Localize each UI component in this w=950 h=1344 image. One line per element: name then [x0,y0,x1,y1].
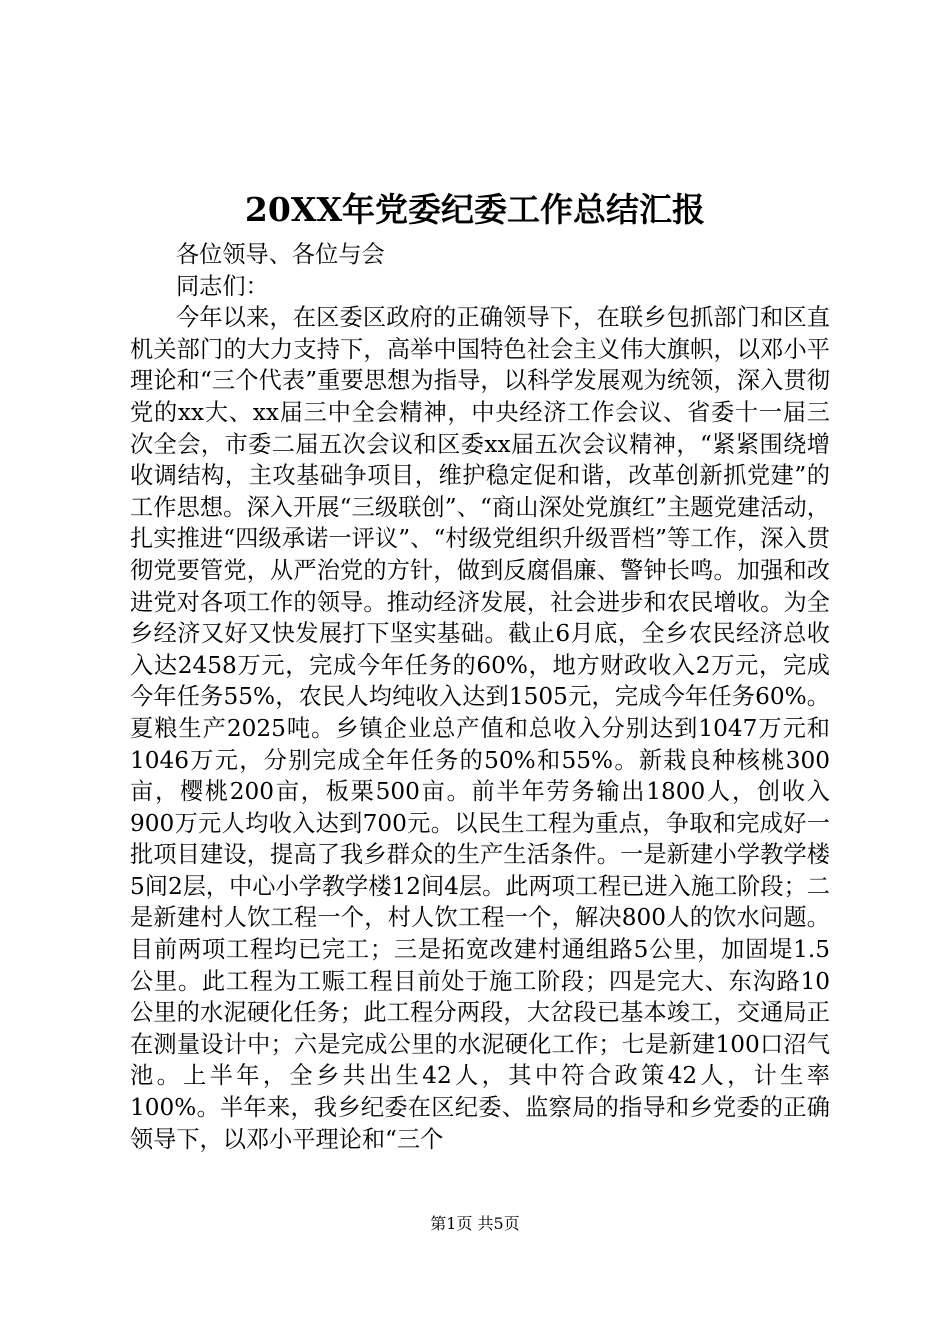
document-body [130,239,830,1155]
body-paragraph: 今年以来，在区委区政府的正确领导下，在联乡包抓部门和区直机关部门的大力支持下，高举中国特色社会主义伟大旗帜，以邓小平理论和“三个代表”重要思想为指导，以科学发展观为统领，深入贯彻党的xx大、xx届三中全会精神，中央经济工作会议、省委十一届三次全会，市委二届五次会议和区委xx届五次会议精神，“紧紧围绕增收调结构，主攻基础争项目，维护稳定促和谐，改革创新抓党建”的工作思想。深入开展“三级联创”、“商山深处党旗红”主题党建活动，扎实推进“四级承诺一评议”、“村级党组织升级晋档”等工作，深入贯彻党要管党，从严治党的方针，做到反腐倡廉、警钟长鸣。加强和改进党对各项工作的领导。推动经济发展，社会进步和农民增收。为全乡经济又好又快发展打下坚实基础。截止6月底，全乡农民经济总收入达2458万元，完成今年任务的60%，地方财政收入2万元，完成今年任务55%，农民人均纯收入达到1505元，完成今年任务60%。夏粮生产2025吨。乡镇企业总产值和总收入分别达到1047万元和1046万元，分别完成全年任务的50%和55%。新栽良种核桃300亩，樱桃200亩，板栗500亩。前半年劳务输出1800人，创收入900万元人均收入达到700元。以民生工程为重点，争取和完成好一批项目建设，提高了我乡群众的生产生活条件。一是新建小学教学楼5间2层，中心小学教学楼12间4层。此两项工程已进入施工阶段；二是新建村人饮工程一个，村人饮工程一个，解决800人的饮水问题。目前两项工程均已完工；三是拓宽改建村通组路5公里，加固堤1.5公里。此工程为工赈工程目前处于施工阶段；四是完大、东沟路10公里的水泥硬化任务；此工程分两段，大岔段已基本竣工，交通局正在测量设计中；六是完成公里的水泥硬化工作；七是新建100口沼气池。上半年，全乡共出生42人，其中符合政策42人，计生率100%。半年来，我乡纪委在区纪委、监察局的指导和乡党委的正确领导下，以邓小平理论和“三个 [130,304,830,1153]
salutation-line-2: 同志们： [176,272,269,300]
page-number-footer: 第1页 共5页 [430,1214,520,1233]
document-title: 20XX年党委纪委工作总结汇报 [244,190,706,229]
salutation-line-1: 各位领导、各位与会 [176,241,385,268]
